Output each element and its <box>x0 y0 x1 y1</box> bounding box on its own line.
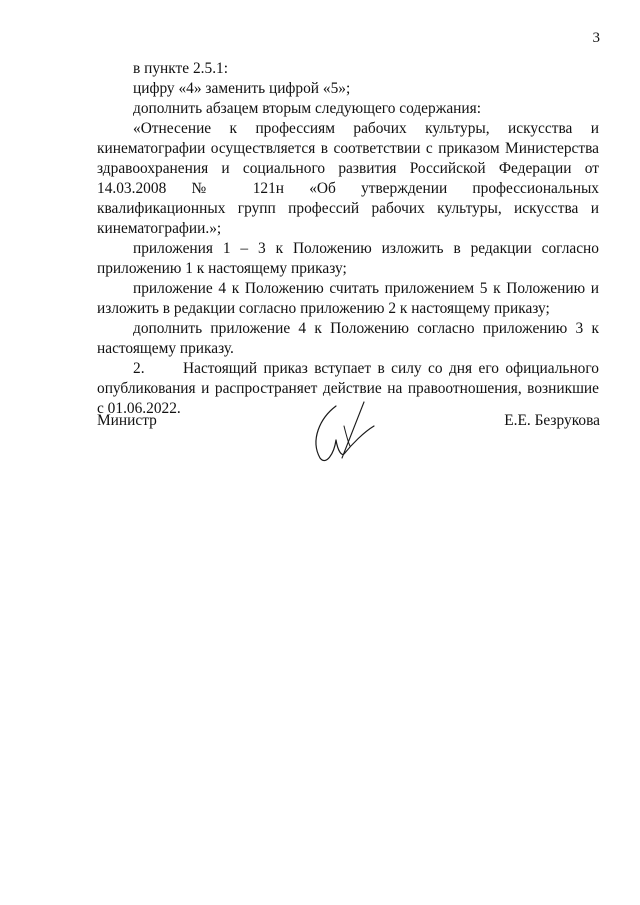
item-number: 2. <box>133 360 145 377</box>
paragraph: «Отнесение к профессиям рабочих культуры, искусства и кинематографии осуществляется в соответствии с приказом Министерства здравоохранения и социального развития Российской Федерации от 14.03.2008 № 121н «Об утверждении профессиональных квалификационных групп профессий рабочих культуры, искусства и кинематографии.»; <box>97 120 599 237</box>
paragraph: цифру «4» заменить цифрой «5»; <box>133 80 351 97</box>
page-number: 3 <box>592 30 600 46</box>
item-text: Настоящий приказ вступает в силу со дня его официального опубликования и распространяет действие на правоотношения, возникшие с 01.06.2022. <box>97 360 599 417</box>
signer-name: Е.Е. Безрукова <box>504 412 600 429</box>
signer-position: Министр <box>97 412 157 429</box>
paragraph: в пункте 2.5.1: <box>133 60 229 77</box>
paragraph: приложение 4 к Положению считать приложением 5 к Положению и изложить в редакции согласно приложению 2 к настоящему приказу; <box>97 280 599 317</box>
document-body <box>97 59 599 419</box>
paragraph: дополнить приложение 4 к Положению согласно приложению 3 к настоящему приказу. <box>97 320 599 357</box>
paragraph: приложения 1 – 3 к Положению изложить в редакции согласно приложению 1 к настоящему приказу; <box>97 240 599 277</box>
handwritten-signature <box>306 396 378 468</box>
paragraph: дополнить абзацем вторым следующего содержания: <box>133 100 482 117</box>
